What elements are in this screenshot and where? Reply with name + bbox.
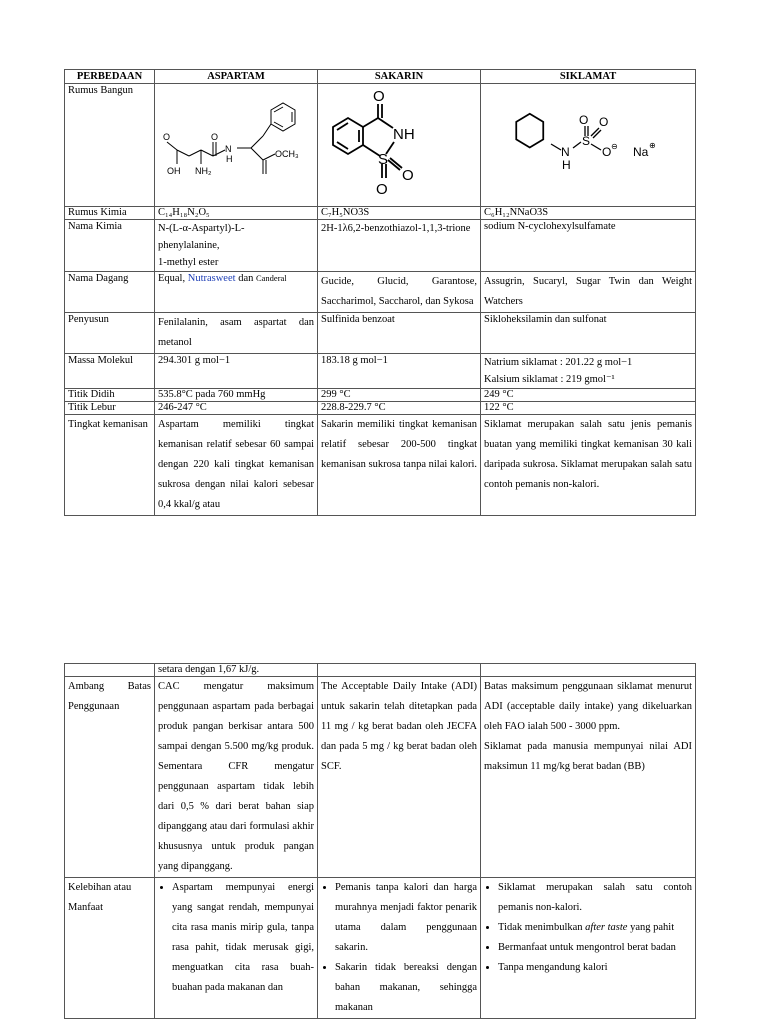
aspartam-ambang-batas: CAC mengatur maksimum penggunaan aspartam pada berbagai produk pangan berkisar antara 500 sampai dengan 5.500 mg/kg produk. Sementara CFR mengatur penggunaan aspartam tidak lebih dari 0,5 % dari berat bahan siap dipanggang atau dari formulasi akhir khususnya untuk produk pangan yang dipanggang. (154, 677, 317, 878)
aspartam-label-och3: OCH₃ (274, 149, 299, 159)
row-nama-dagang (65, 272, 696, 313)
siklamat-kelebihan-2b: after taste (585, 922, 628, 933)
row-kelebihan (65, 878, 696, 1019)
siklamat-massa-kalsium: Kalsium siklamat : 219 gmol⁻¹ (484, 374, 615, 385)
siklamat-massa-natrium: Natrium siklamat : 201.22 g mol−1 (484, 357, 633, 368)
siklamat-kelebihan-2a: Tidak menimbulkan (498, 922, 586, 933)
siklamat-ambang-p1: Batas maksimum penggunaan siklamat menurut ADI (acceptable daily intake) yang dikeluarkan oleh FAO ialah 500 - 3000 ppm. (484, 681, 692, 732)
label-penyusun: Penyusun (65, 313, 155, 354)
sakarin-label-o-top: O (373, 88, 385, 105)
siklamat-label-minus: ⊖ (611, 142, 618, 151)
label-titik-lebur: Titik Lebur (65, 402, 155, 415)
sakarin-kelebihan-list (321, 878, 477, 1018)
aspartam-dagang-canderal: Canderal (255, 273, 287, 283)
siklamat-label-h: H (562, 158, 571, 172)
aspartam-dagang-equal: Equal, (157, 273, 188, 284)
siklamat-kelebihan (481, 878, 696, 1019)
sakarin-titik-lebur: 228.8-229.7 °C (318, 402, 481, 415)
aspartam-nama-kimia-line2: phenylalanine, (157, 240, 220, 251)
row-titik-lebur (65, 402, 696, 415)
aspartam-tingkat-kemanisan: Aspartam memiliki tingkat kemanisan relatif sebesar 60 sampai dengan 220 kali tingkat kemanisan sukrosa dengan nilai kalori sebesar 0,4 kkal/g atau (154, 415, 317, 516)
aspartam-dagang-nutrasweet: Nutrasweet (187, 273, 236, 284)
comparison-table-page1 (64, 69, 696, 516)
aspartam-kelebihan (154, 878, 317, 1019)
sakarin-kelebihan-item-2: • Sakarin tidak bereaksi dengan bahan makanan, sehingga makanan (335, 958, 477, 1018)
aspartam-kelebihan-item: • Aspartam mempunyai energi yang sangat rendah, mempunyai cita rasa manis mirip gula, tanpa rasa pahit, tidak merusak gigi, menguatkan cita rasa buah-buahan pada makanan dan (172, 878, 314, 998)
aspartam-label-h: H (225, 154, 233, 164)
sakarin-massa-molekul: 183.18 g mol−1 (318, 354, 481, 389)
sakarin-structure (318, 84, 481, 207)
aspartam-kelebihan-list (158, 878, 314, 998)
header-siklamat: SIKLAMAT (481, 70, 696, 84)
aspartam-massa-molekul: 294.301 g mol−1 (154, 354, 317, 389)
aspartam-nama-kimia-line1: N-(L-α-Aspartyl)-L- (157, 223, 245, 234)
label-titik-didih: Titik Didih (65, 389, 155, 402)
row-tingkat-kemanisan (65, 415, 696, 516)
sakarin-kelebihan (318, 878, 481, 1019)
sakarin-continuation-empty (318, 664, 481, 677)
siklamat-kelebihan-item-3: • Bermanfaat untuk mengontrol berat badan (498, 938, 692, 958)
row-nama-kimia (65, 220, 696, 272)
aspartam-continuation: setara dengan 1,67 kJ/g. (154, 664, 317, 677)
siklamat-tingkat-kemanisan: Siklamat merupakan salah satu jenis pemanis buatan yang memiliki tingkat kemanisan 30 kali daripada sukrosa. Siklamat merupakan salah satu contoh pemanis non-kalori. (481, 415, 696, 516)
continuation-label-empty (65, 664, 155, 677)
aspartam-label-o2: O (210, 132, 218, 142)
aspartam-rumus-kimia: C₁₄H₁₈N₂O₅ (154, 207, 317, 220)
sakarin-label-nh: NH (393, 126, 415, 143)
sakarin-label-s: S (378, 151, 389, 168)
sakarin-rumus-kimia: C₇H₅NO3S (318, 207, 481, 220)
siklamat-continuation-empty (481, 664, 696, 677)
siklamat-penyusun: Sikloheksilamin dan sulfonat (481, 313, 696, 354)
sakarin-label-o-bottom: O (376, 181, 388, 198)
siklamat-nama-kimia: sodium N-cyclohexylsulfamate (481, 220, 696, 272)
aspartam-label-oh: OH (166, 166, 181, 176)
header-sakarin: SAKARIN (318, 70, 481, 84)
sakarin-penyusun: Sulfinida benzoat (318, 313, 481, 354)
row-rumus-kimia (65, 207, 696, 220)
aspartam-penyusun: Fenilalanin, asam aspartat dan metanol (154, 313, 317, 354)
label-massa-molekul: Massa Molekul (65, 354, 155, 389)
row-ambang-batas (65, 677, 696, 878)
label-tingkat-kemanisan: Tingkat kemanisan (65, 415, 155, 516)
aspartam-titik-didih: 535.8°C pada 760 mmHg (154, 389, 317, 402)
siklamat-label-na: Na (633, 145, 649, 159)
sakarin-structure-diagram (318, 84, 472, 198)
header-perbedaan: PERBEDAAN (65, 70, 155, 84)
siklamat-label-o1: O (579, 113, 589, 127)
siklamat-kelebihan-item-1: • Siklamat merupakan salah satu contoh pemanis non-kalori. (498, 878, 692, 918)
sakarin-nama-dagang: Gucide, Glucid, Garantose, Saccharimol, Saccharol, dan Sykosa (318, 272, 481, 313)
sakarin-titik-didih: 299 °C (318, 389, 481, 402)
aspartam-structure-diagram (155, 84, 309, 198)
siklamat-label-o3: O (602, 145, 612, 159)
header-aspartam: ASPARTAM (154, 70, 317, 84)
aspartam-nama-dagang (154, 272, 317, 313)
row-rumus-bangun (65, 84, 696, 207)
sakarin-nama-kimia: 2H-1λ6,2-benzothiazol-1,1,3-trione (318, 220, 481, 272)
siklamat-kelebihan-2c: yang pahit (627, 922, 675, 933)
siklamat-titik-lebur: 122 °C (481, 402, 696, 415)
aspartam-dagang-dan: dan (235, 273, 256, 284)
header-row (65, 70, 696, 84)
sakarin-kelebihan-item-1: • Pemanis tanpa kalori dan harga murahnya menjadi faktor penarik utama dalam penggunaan sakarin. (335, 878, 477, 958)
row-penyusun (65, 313, 696, 354)
aspartam-label-o1: O (162, 132, 170, 142)
siklamat-rumus-kimia: C₆H₁₂NNaO3S (481, 207, 696, 220)
sakarin-tingkat-kemanisan: Sakarin memiliki tingkat kemanisan relatif sebesar 200-500 tingkat kemanisan sukrosa tanpa nilai kalori. (318, 415, 481, 516)
comparison-table-page2 (64, 663, 696, 1019)
aspartam-titik-lebur: 246-247 °C (154, 402, 317, 415)
siklamat-structure-diagram (481, 84, 684, 198)
siklamat-ambang-batas (481, 677, 696, 878)
aspartam-label-nh2: NH₂ (194, 166, 212, 176)
siklamat-nama-dagang: Assugrin, Sucaryl, Sugar Twin dan Weight Watchers (481, 272, 696, 313)
siklamat-label-n: N (561, 145, 570, 159)
siklamat-kelebihan-item-4: • Tanpa mengandung kalori (498, 958, 692, 978)
siklamat-label-s: S (582, 134, 591, 148)
siklamat-massa-molekul (481, 354, 696, 389)
aspartam-nama-kimia (154, 220, 317, 272)
siklamat-label-o2: O (599, 115, 609, 129)
label-nama-kimia: Nama Kimia (65, 220, 155, 272)
siklamat-kelebihan-item-2 (498, 918, 692, 938)
label-nama-dagang: Nama Dagang (65, 272, 155, 313)
aspartam-nama-kimia-line3: 1-methyl ester (157, 257, 219, 268)
siklamat-titik-didih: 249 °C (481, 389, 696, 402)
sakarin-label-o-right: O (402, 167, 414, 184)
siklamat-label-plus: ⊕ (649, 141, 656, 150)
aspartam-label-n: N (224, 144, 232, 154)
label-rumus-kimia: Rumus Kimia (65, 207, 155, 220)
row-massa-molekul (65, 354, 696, 389)
label-rumus-bangun: Rumus Bangun (65, 84, 155, 207)
row-titik-didih (65, 389, 696, 402)
sakarin-ambang-batas: The Acceptable Daily Intake (ADI) untuk sakarin telah ditetapkan pada 11 mg / kg berat badan oleh JECFA dan pada 5 mg / kg berat badan oleh SCF. (318, 677, 481, 878)
label-kelebihan: Kelebihan atau Manfaat (65, 878, 155, 1019)
siklamat-kelebihan-list (484, 878, 692, 978)
label-ambang-batas: Ambang Batas Penggunaan (65, 677, 155, 878)
row-continuation (65, 664, 696, 677)
siklamat-structure (481, 84, 696, 207)
siklamat-ambang-p2: Siklamat pada manusia mempunyai nilai ADI maksimun 11 mg/kg berat badan (BB) (484, 741, 692, 772)
aspartam-structure (154, 84, 317, 207)
